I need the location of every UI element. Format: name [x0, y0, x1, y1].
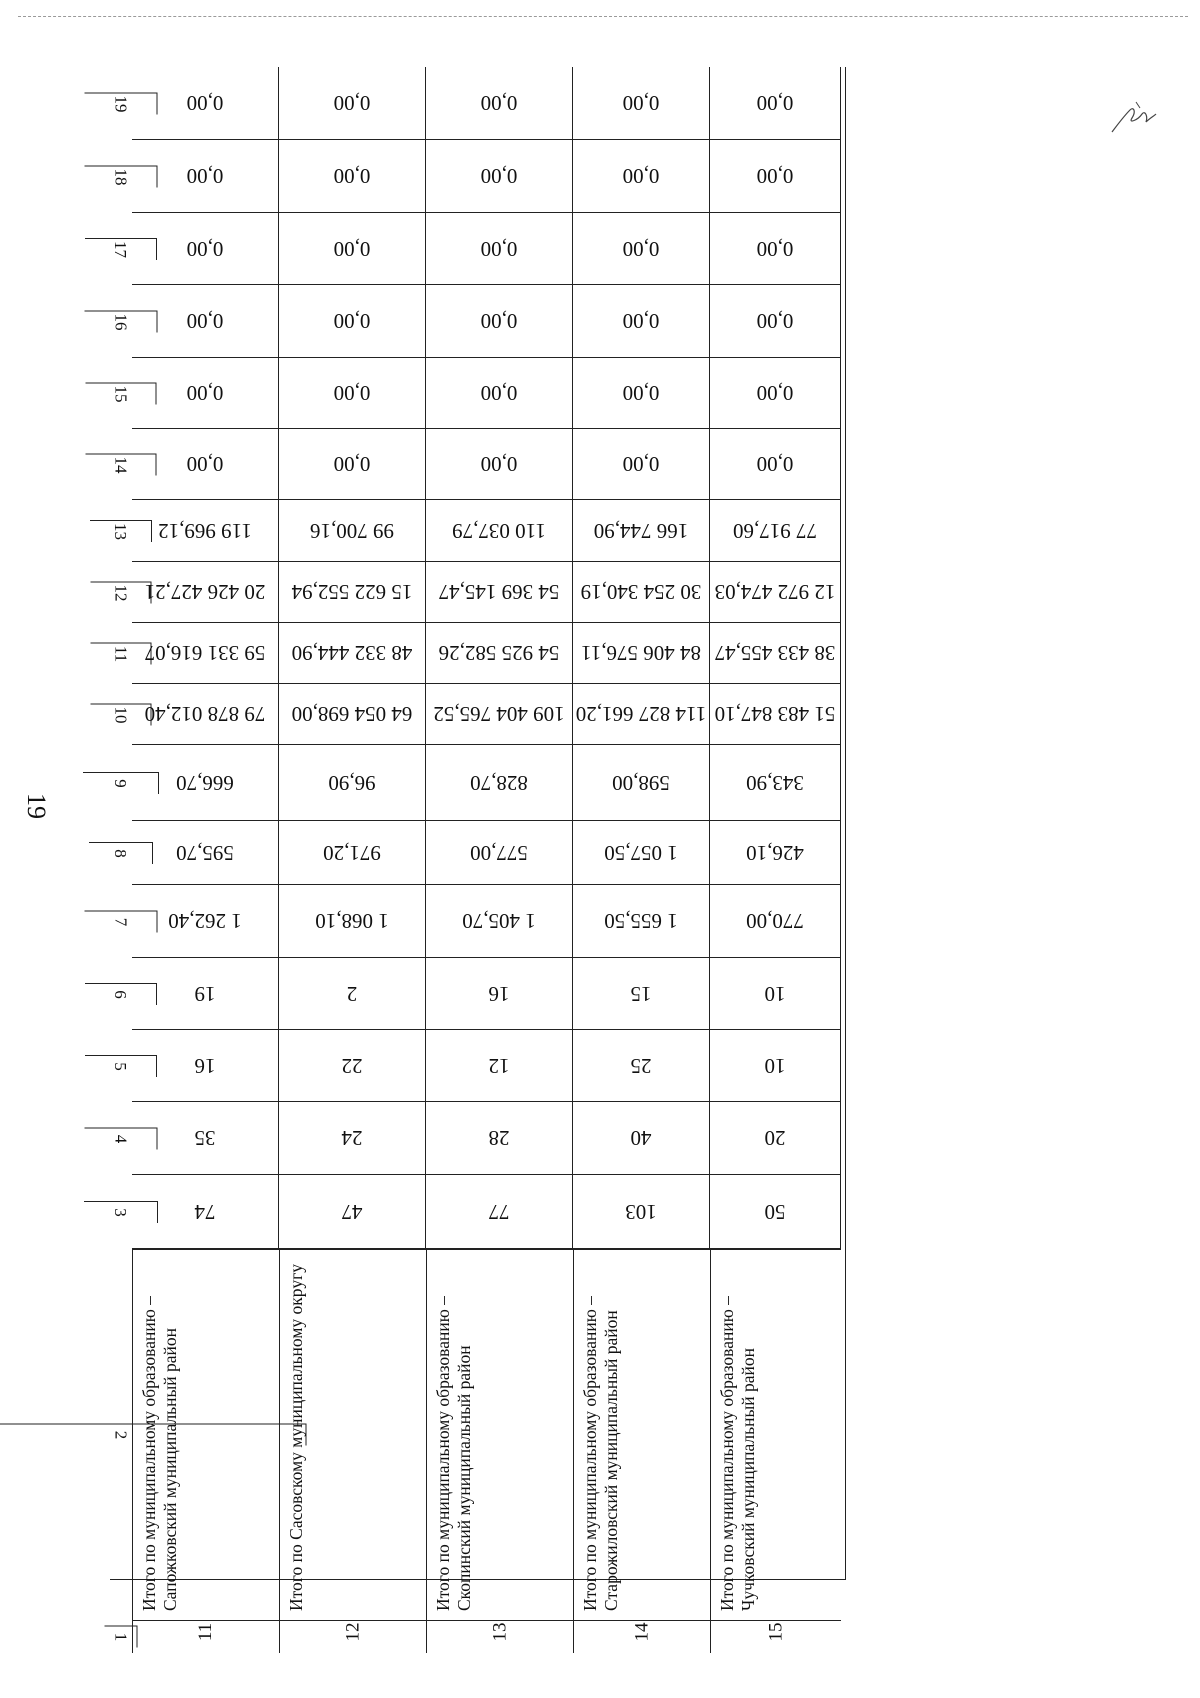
- table-cell: 0,00: [710, 140, 841, 213]
- table-cell: 426,10: [710, 821, 841, 885]
- row-name-cell: [279, 1249, 426, 1620]
- table-cell: 51 483 847,10: [710, 684, 841, 745]
- table-cell: 1 262,40: [132, 885, 279, 958]
- table-cell: 99 700,16: [279, 500, 426, 562]
- column-header: 19: [85, 93, 158, 115]
- table-cell: 77 917,60: [710, 500, 841, 562]
- table-cell: 577,00: [426, 821, 573, 885]
- table-cell: 74: [132, 1175, 279, 1249]
- table-cell: 0,00: [573, 429, 710, 500]
- column-header: 12: [91, 582, 152, 604]
- column-header: 11: [91, 643, 152, 665]
- table-cell: 15: [573, 958, 710, 1030]
- table-cell: 0,00: [710, 67, 841, 140]
- row-number: [573, 1620, 710, 1653]
- column-header: 6: [85, 983, 157, 1005]
- row-name: Итого по муниципальному образованию – Старожиловский муниципальный район: [580, 1296, 621, 1611]
- table-cell: 54 925 582,26: [426, 623, 573, 684]
- signature-mark: [1108, 98, 1160, 138]
- table-cell: 110 037,79: [426, 500, 573, 562]
- table-cell: 103: [573, 1175, 710, 1249]
- table-cell: 19: [132, 958, 279, 1030]
- row-name-cell: [426, 1249, 573, 1620]
- table-cell: 1 068,10: [279, 885, 426, 958]
- table-cell: 1 405,70: [426, 885, 573, 958]
- row-number: [279, 1620, 426, 1653]
- table-cell: 343,90: [710, 745, 841, 821]
- column-header: 17: [85, 238, 157, 260]
- row-name: Итого по муниципальному образованию – Скопинский муниципальный район: [433, 1296, 474, 1611]
- table-cell: 0,00: [279, 67, 426, 140]
- row-number-label: 11: [194, 1622, 216, 1642]
- row-number: [710, 1620, 841, 1653]
- table-cell: 114 827 661,20: [573, 684, 710, 745]
- table-cell: 0,00: [132, 358, 279, 429]
- row-name-cell: [132, 1249, 279, 1620]
- row-number: [426, 1620, 573, 1653]
- row-number-label: 15: [765, 1622, 786, 1642]
- table-cell: 38 433 455,47: [710, 623, 841, 684]
- table-cell: 12 972 474,03: [710, 562, 841, 623]
- column-header: 13: [90, 520, 152, 542]
- table-cell: 595,70: [132, 821, 279, 885]
- table-cell: 0,00: [426, 285, 573, 358]
- table-cell: 0,00: [426, 358, 573, 429]
- table-cell: 24: [279, 1102, 426, 1175]
- row-name-cell: [573, 1249, 710, 1620]
- table-cell: 22: [279, 1030, 426, 1102]
- table-cell: 0,00: [279, 358, 426, 429]
- column-header: 4: [85, 1128, 158, 1150]
- table-cell: 1 057,50: [573, 821, 710, 885]
- column-header: 15: [86, 383, 157, 405]
- table-cell: 828,70: [426, 745, 573, 821]
- summary-table: [110, 67, 846, 1642]
- table-cell: 0,00: [573, 213, 710, 285]
- table-cell: 598,00: [573, 745, 710, 821]
- table-cell: 79 878 012,40: [132, 684, 279, 745]
- table-cell: 50: [710, 1175, 841, 1249]
- row-number-label: 14: [631, 1622, 652, 1642]
- table-cell: 59 331 616,07: [132, 623, 279, 684]
- table-cell: 35: [132, 1102, 279, 1175]
- table-cell: 0,00: [710, 213, 841, 285]
- table-cell: 84 406 576,11: [573, 623, 710, 684]
- top-dashed-line: [18, 16, 1188, 17]
- table-cell: 96,90: [279, 745, 426, 821]
- table-cell: 0,00: [132, 140, 279, 213]
- column-header: 1: [105, 1626, 138, 1648]
- table-cell: 0,00: [573, 285, 710, 358]
- table-cell: 971,20: [279, 821, 426, 885]
- table-cell: 0,00: [710, 285, 841, 358]
- table-cell: 48 332 444,90: [279, 623, 426, 684]
- table-cell: 0,00: [710, 358, 841, 429]
- column-header: 10: [91, 704, 152, 726]
- table-cell: 1 655,50: [573, 885, 710, 958]
- table-cell: 16: [426, 958, 573, 1030]
- row-name: Итого по Сасовскому муниципальному округу: [286, 1264, 306, 1611]
- table-cell: 0,00: [426, 213, 573, 285]
- table-cell: 20: [710, 1102, 841, 1175]
- column-header: 9: [83, 772, 159, 794]
- table-cell: 109 404 765,52: [426, 684, 573, 745]
- column-header: 3: [84, 1201, 158, 1223]
- table-cell: 15 622 552,94: [279, 562, 426, 623]
- table-cell: 20 426 427,21: [132, 562, 279, 623]
- table-cell: 0,00: [279, 140, 426, 213]
- row-name: Итого по муниципальному образованию – Сапожковский муниципальный район: [139, 1296, 180, 1611]
- column-header: 16: [85, 311, 158, 333]
- table-cell: 0,00: [279, 429, 426, 500]
- table-cell: 0,00: [132, 67, 279, 140]
- table-cell: 0,00: [426, 67, 573, 140]
- row-number-label: 12: [342, 1622, 363, 1642]
- column-header: 8: [89, 842, 153, 864]
- table-cell: 16: [132, 1030, 279, 1102]
- table-cell: 119 969,12: [132, 500, 279, 562]
- table-cell: 64 054 698,00: [279, 684, 426, 745]
- row-number: [132, 1620, 279, 1653]
- table-cell: 166 744,90: [573, 500, 710, 562]
- table-cell: 0,00: [132, 429, 279, 500]
- table-cell: 10: [710, 1030, 841, 1102]
- row-name: Итого по муниципальному образованию – Чучковский муниципальный район: [717, 1296, 758, 1611]
- table-cell: 54 369 145,47: [426, 562, 573, 623]
- table-cell: 0,00: [132, 213, 279, 285]
- column-header: 18: [85, 166, 158, 188]
- table-cell: 0,00: [573, 358, 710, 429]
- table-cell: 2: [279, 958, 426, 1030]
- table-cell: 0,00: [710, 429, 841, 500]
- column-header: 2: [0, 1424, 307, 1446]
- row-name-cell: [710, 1249, 841, 1620]
- table-cell: 0,00: [279, 213, 426, 285]
- table-cell: 12: [426, 1030, 573, 1102]
- table-cell: 0,00: [573, 140, 710, 213]
- table-cell: 0,00: [279, 285, 426, 358]
- table-cell: 25: [573, 1030, 710, 1102]
- table-cell: 47: [279, 1175, 426, 1249]
- column-header: 7: [85, 911, 158, 933]
- page-number: 19: [22, 793, 51, 819]
- table-cell: 0,00: [426, 140, 573, 213]
- column-header: 5: [85, 1055, 157, 1077]
- table-cell: 28: [426, 1102, 573, 1175]
- table-cell: 40: [573, 1102, 710, 1175]
- table-cell: 666,70: [132, 745, 279, 821]
- table-cell: 0,00: [132, 285, 279, 358]
- row-number-label: 13: [489, 1622, 510, 1642]
- table-cell: 770,00: [710, 885, 841, 958]
- table-cell: 0,00: [426, 429, 573, 500]
- table-cell: 10: [710, 958, 841, 1030]
- table-cell: 0,00: [573, 67, 710, 140]
- column-header: 14: [86, 454, 157, 476]
- table-cell: 77: [426, 1175, 573, 1249]
- table-cell: 30 254 340,19: [573, 562, 710, 623]
